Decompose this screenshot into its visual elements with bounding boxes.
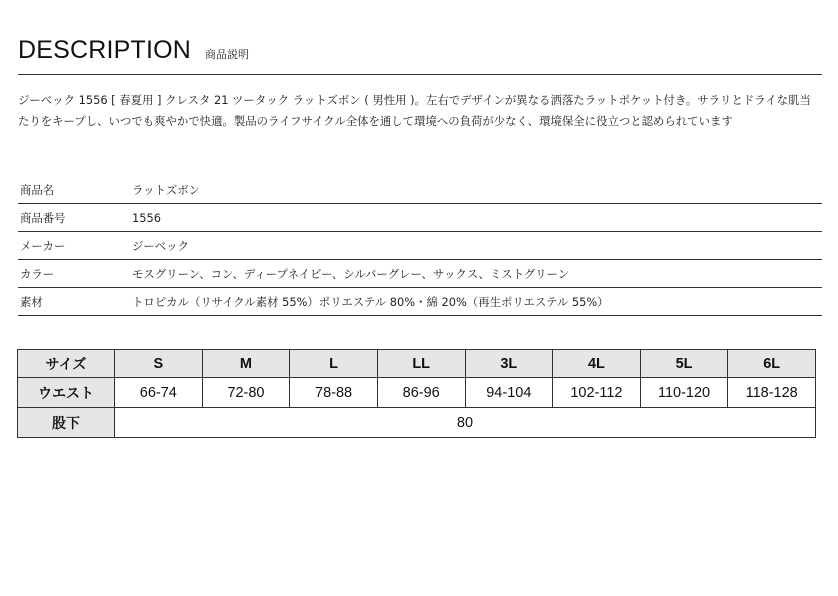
inseam-row [18, 408, 816, 438]
size-col-header: L [290, 350, 378, 378]
spec-row [18, 260, 822, 288]
waist-cell: 94-104 [465, 378, 553, 408]
size-table [17, 349, 816, 438]
spec-key: カラー [18, 260, 132, 288]
size-col-header: 6L [728, 350, 816, 378]
waist-label: ウエスト [18, 378, 115, 408]
size-col-header: LL [377, 350, 465, 378]
spec-key: メーカー [18, 232, 132, 260]
spec-row [18, 288, 822, 316]
waist-row [18, 378, 816, 408]
spec-value: 1556 [132, 204, 822, 232]
waist-cell: 110-120 [640, 378, 728, 408]
size-col-header: 5L [640, 350, 728, 378]
section-header [18, 36, 822, 75]
waist-cell: 86-96 [377, 378, 465, 408]
waist-cell: 118-128 [728, 378, 816, 408]
spec-key: 商品番号 [18, 204, 132, 232]
spec-row [18, 232, 822, 260]
size-header-label: サイズ [18, 350, 115, 378]
size-col-header: S [115, 350, 203, 378]
inseam-value: 80 [115, 408, 816, 438]
inseam-label: 股下 [18, 408, 115, 438]
waist-cell: 102-112 [553, 378, 641, 408]
size-col-header: 3L [465, 350, 553, 378]
section-title: DESCRIPTION [18, 36, 192, 64]
waist-cell: 72-80 [202, 378, 290, 408]
product-description: ジーベック 1556 [ 春夏用 ] クレスタ 21 ツータック ラットズボン ( 男性用 )。左右でデザインが異なる洒落たラットポケット付き。サラリとドライな肌当たりをキープし、いつでも爽やかで快適。製品のライフサイクル全体を通して環境への負荷が少なく、環境保全に役立つと認められています [18, 93, 811, 128]
waist-cell: 66-74 [115, 378, 203, 408]
spec-key: 商品名 [18, 176, 132, 204]
spec-key: 素材 [18, 288, 132, 316]
spec-table [18, 176, 822, 316]
section-subtitle: 商品説明 [205, 48, 249, 61]
spec-value: ジーベック [132, 232, 822, 260]
waist-cell: 78-88 [290, 378, 378, 408]
spec-row [18, 176, 822, 204]
size-header-row [18, 350, 816, 378]
spec-value: モスグリーン、コン、ディープネイビー、シルバーグレー、サックス、ミストグリーン [132, 260, 822, 288]
size-col-header: M [202, 350, 290, 378]
spec-value: トロピカル（リサイクル素材 55%）ポリエステル 80%・綿 20%（再生ポリエステル 55%） [132, 288, 822, 316]
size-col-header: 4L [553, 350, 641, 378]
spec-value: ラットズボン [132, 176, 822, 204]
spec-row [18, 204, 822, 232]
